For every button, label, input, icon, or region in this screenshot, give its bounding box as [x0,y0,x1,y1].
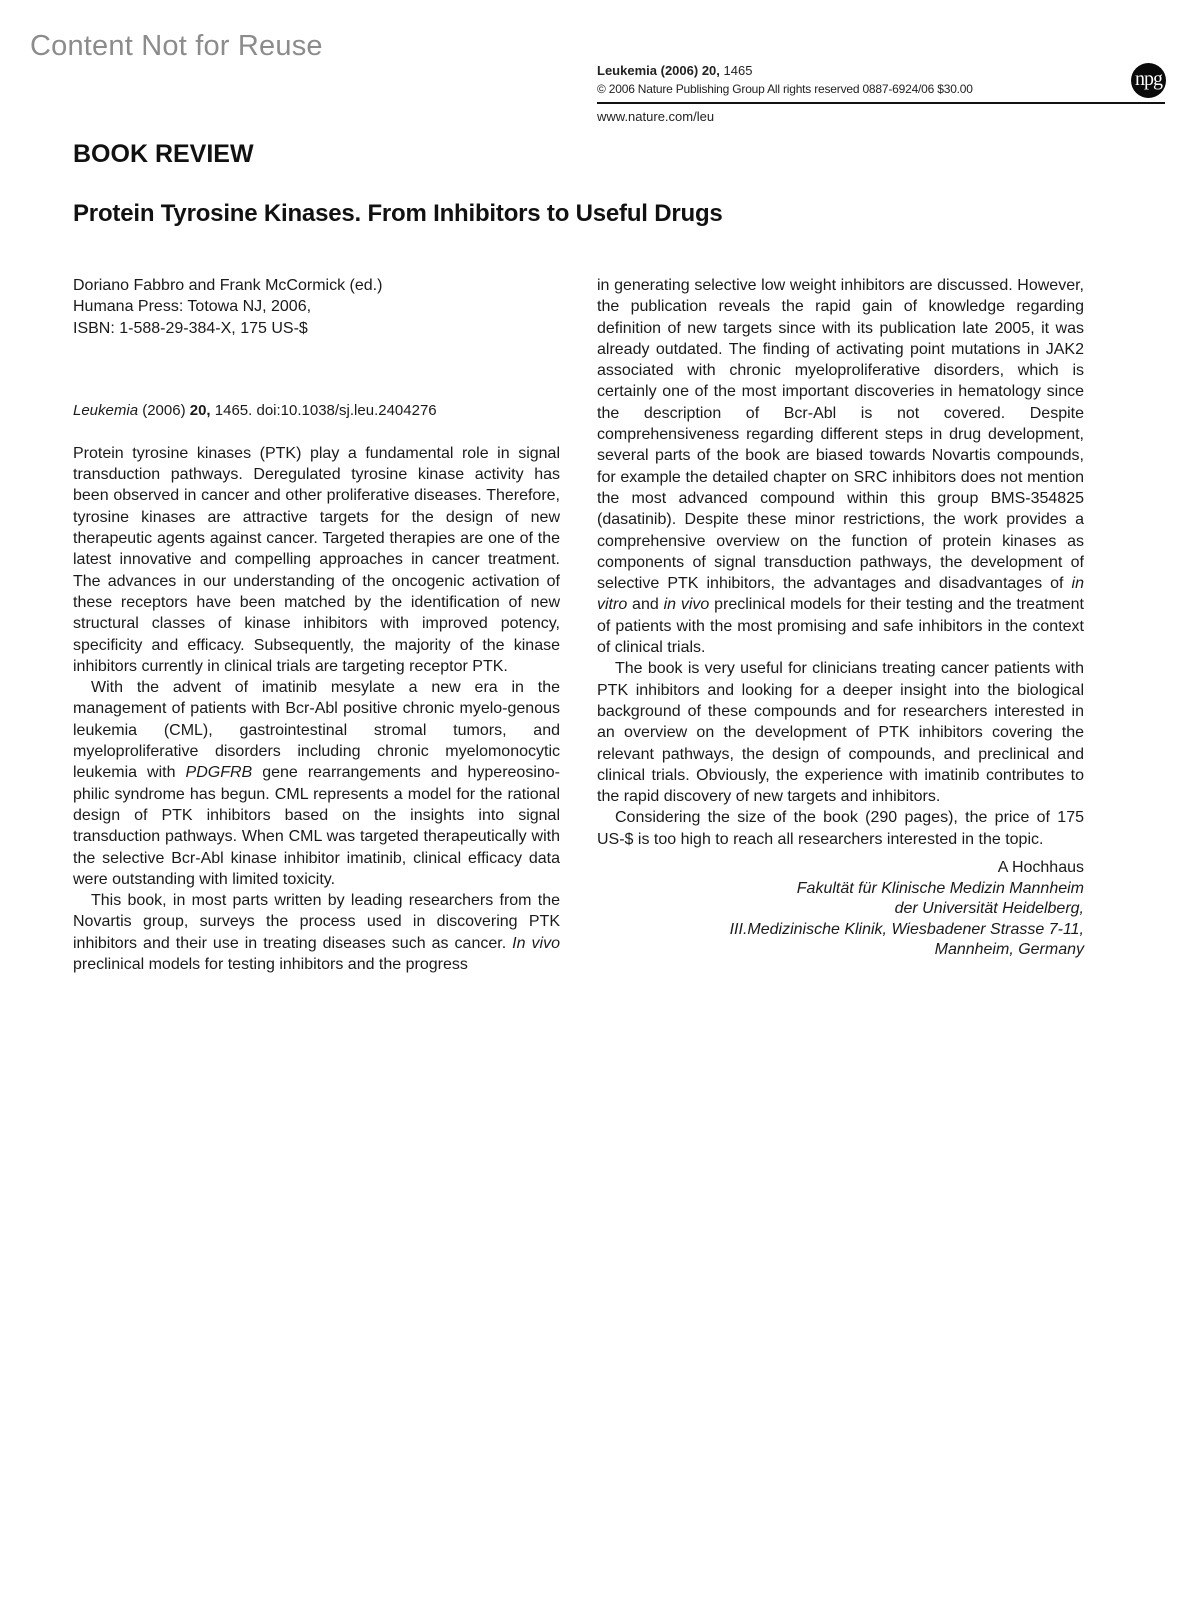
journal-page: 1465 [723,63,753,78]
in-vivo-term-2: in vivo [663,596,710,614]
journal-header [597,62,1165,98]
journal-volume: 20, [701,63,720,78]
reviewer-affiliation-3: III.Medizinische Klinik, Wiesbadener Strasse 7-11, [729,920,1084,938]
in-vitro-term: in vitro [597,575,1084,614]
paragraph-2 [73,677,560,890]
right-column [597,275,1084,961]
npg-logo: npg [1131,63,1166,98]
copyright-line: © 2006 Nature Publishing Group All rights reserved 0887-6924/06 $30.00 [597,82,973,96]
paragraph-2-part-b: gene rearrangements and hypereosino-philic syndrome has begun. CML represents a model for the rational design of PTK inhibitors based on the insights into signal transduction pathways. When CML was targeted therapeutically with the selective Bcr-Abl kinase inhibitor imatinib, clinical efficacy data were outstanding with limited toxicity. [73,764,561,888]
paragraph-3-continued-lead: preclinical models for testing inhibitors and the progress [73,956,468,974]
reviewer-signature [597,858,1084,961]
article-title: Protein Tyrosine Kinases. From Inhibitors to Useful Drugs [73,200,723,227]
book-isbn: ISBN: 1-588-29-384-X, 175 US-$ [73,319,308,337]
left-column [73,275,560,975]
paragraph-3-part-a: This book, in most parts written by leading researchers from the Novartis group, surveys the process used in discovering PTK inhibitors and their use in treating diseases such as cancer. [73,892,560,952]
article-citation [73,401,560,421]
reviewer-affiliation-4: Mannheim, Germany [934,941,1084,959]
and-word: and [627,596,664,614]
section-label: BOOK REVIEW [73,140,254,168]
paragraph-3-continued [597,275,1084,658]
in-vivo-term: In vivo [512,934,560,952]
paragraph-3-part-b: in generating selective low weight inhibitors are discussed. However, the publication reveals the rapid gain of knowledge regarding definition of new targets since with its publication late 2005, it was already outdated. The finding of activating point mutations in JAK2 associated with chronic myeloproliferative disorders, which is certainly one of the most important discoveries in hematology since the description of Bcr-Abl is not covered. Despite comprehensiveness regarding different steps in drug development, several parts of the book are biased towards Novartis compounds, for example the detailed chapter on SRC inhibitors does not mention the most advanced compound within this group BMS-354825 (dasatinib). Despite these minor restrictions, the work provides a comprehensive overview on the function of protein kinases as components of signal transduction pathways, the development of selective PTK inhibitors, the advantages and disadvantages of [597,277,1084,593]
body-left [73,443,560,975]
watermark: Content Not for Reuse [30,30,323,62]
header-divider [597,102,1165,104]
paragraph-1: Protein tyrosine kinases (PTK) play a fundamental role in signal transduction pathways. Deregulated tyrosine kinase activity has been observed in cancer and other proliferative diseases. Therefore, tyrosine kinases are attractive targets for the design of new therapeutic agents against cancer. Targeted therapies are one of the latest innovative and compelling approaches in cancer treatment. The advances in our understanding of the oncogenic activation of these receptors have been matched by the identification of new structural classes of kinase inhibitors with improved potency, specificity and efficacy. Subsequently, the majority of the kinase inhibitors currently in clinical trials are targeting receptor PTK. [73,444,560,675]
reviewer-name: A Hochhaus [997,859,1084,877]
citation-doi: 1465. doi:10.1038/sj.leu.2404276 [214,401,437,419]
citation-journal: Leukemia [73,401,139,419]
paragraph-2-part-a: With the advent of imatinib mesylate a new era in the management of patients with Bcr-Abl positive chronic myelo-genous leukemia (CML), gastrointestinal stromal tumors, and myeloproliferative disorders including chronic myelomonocytic leukemia with [73,679,560,782]
paragraph-3-part-c: preclinical models for their testing and the treatment of patients with the most promising and safe inhibitors in the context of clinical trials. [597,596,1084,657]
reviewer-affiliation-1: Fakultät für Klinische Medizin Mannheim [796,879,1084,897]
citation-volume: 20, [189,401,211,419]
gene-name: PDGFRB [185,764,253,782]
journal-citation-line [597,62,1165,80]
paragraph-4: The book is very useful for clinicians treating cancer patients with PTK inhibitors and looking for a deeper insight into the biological background of these compounds and for researchers interested in an overview on the development of PTK inhibitors covering the relevant pathways, the design of compounds, and preclinical and clinical trials. Obviously, the experience with imatinib contributes to the rapid discovery of new targets and inhibitors. [597,660,1084,806]
citation-year: (2006) [142,401,186,419]
journal-name: Leukemia [597,63,657,78]
paragraph-3-start [73,890,560,975]
journal-year: (2006) [660,63,699,78]
book-publisher: Humana Press: Totowa NJ, 2006, [73,298,312,316]
book-editors: Doriano Fabbro and Frank McCormick (ed.) [73,277,383,294]
journal-url[interactable]: www.nature.com/leu [597,109,715,124]
reviewer-affiliation-2: der Universität Heidelberg, [894,900,1084,918]
book-info [73,275,560,339]
paragraph-5: Considering the size of the book (290 pages), the price of 175 US-$ is too high to reach all researchers interested in the topic. [597,809,1084,848]
